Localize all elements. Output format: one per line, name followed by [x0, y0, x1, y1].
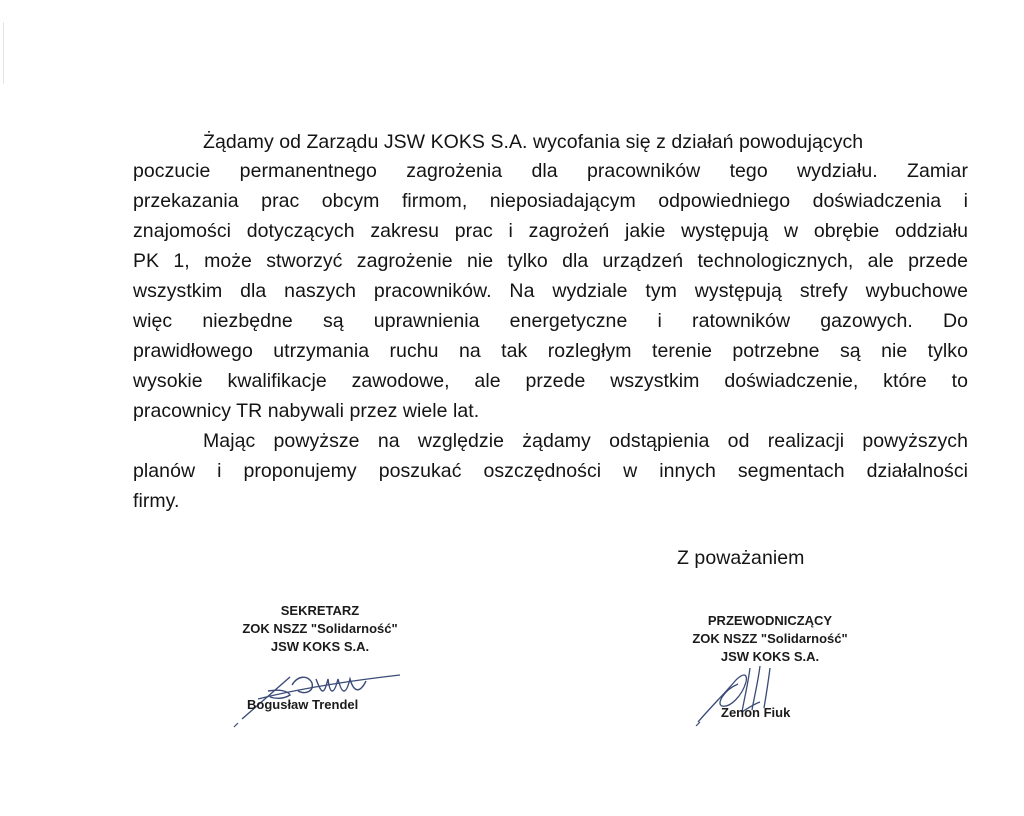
- body-line-2: poczucie permanentnego zagrożenia dla pracowników tego wydziału. Zamiar: [133, 160, 968, 182]
- body-line-7: więc niezbędne są uprawnienia energetyczne i ratowników gazowych. Do: [133, 310, 968, 332]
- stamp-chairman: [660, 612, 880, 666]
- body-line-3: przekazania prac obcym firmom, nieposiadającym odpowiedniego doświadczenia i: [133, 190, 968, 212]
- body-line-9: wysokie kwalifikacje zawodowe, ale przede wszystkim doświadczenie, które to: [133, 370, 968, 392]
- body-line-12: planów i proponujemy poszukać oszczędności w innych segmentach działalności: [133, 460, 968, 482]
- closing-salutation: Z poważaniem: [677, 547, 805, 569]
- stamp-org: ZOK NSZZ "Solidarność": [692, 631, 848, 646]
- stamp-secretary: [205, 602, 435, 656]
- body-line-8: prawidłowego utrzymania ruchu na tak rozległym terenie potrzebne są nie tylko: [133, 340, 968, 362]
- signer-name-chairman: Zenon Fiuk: [721, 705, 791, 720]
- stamp-title: PRZEWODNICZĄCY: [707, 613, 833, 628]
- body-line-11: Mając powyższe na względzie żądamy odstąpienia od realizacji powyższych: [203, 430, 968, 452]
- stamp-company: JSW KOKS S.A.: [270, 639, 370, 654]
- handwritten-signature-secretary: [228, 655, 418, 730]
- body-line-10: pracownicy TR nabywali przez wiele lat.: [133, 400, 480, 422]
- body-line-5: PK 1, może stworzyć zagrożenie nie tylko dla urządzeń technologicznych, ale przede: [133, 250, 968, 272]
- stamp-company: JSW KOKS S.A.: [720, 649, 820, 664]
- signer-name-secretary: Bogusław Trendel: [247, 697, 359, 712]
- body-line-4: znajomości dotyczących zakresu prac i zagrożeń jakie występują w obrębie oddziału: [133, 220, 968, 242]
- stamp-title: SEKRETARZ: [280, 603, 360, 618]
- body-line-1: Żądamy od Zarządu JSW KOKS S.A. wycofania się z działań powodujących: [203, 131, 864, 153]
- body-line-6: wszystkim dla naszych pracowników. Na wydziale tym występują strefy wybuchowe: [133, 280, 968, 302]
- body-line-13: firmy.: [133, 490, 180, 512]
- stamp-org: ZOK NSZZ "Solidarność": [242, 621, 398, 636]
